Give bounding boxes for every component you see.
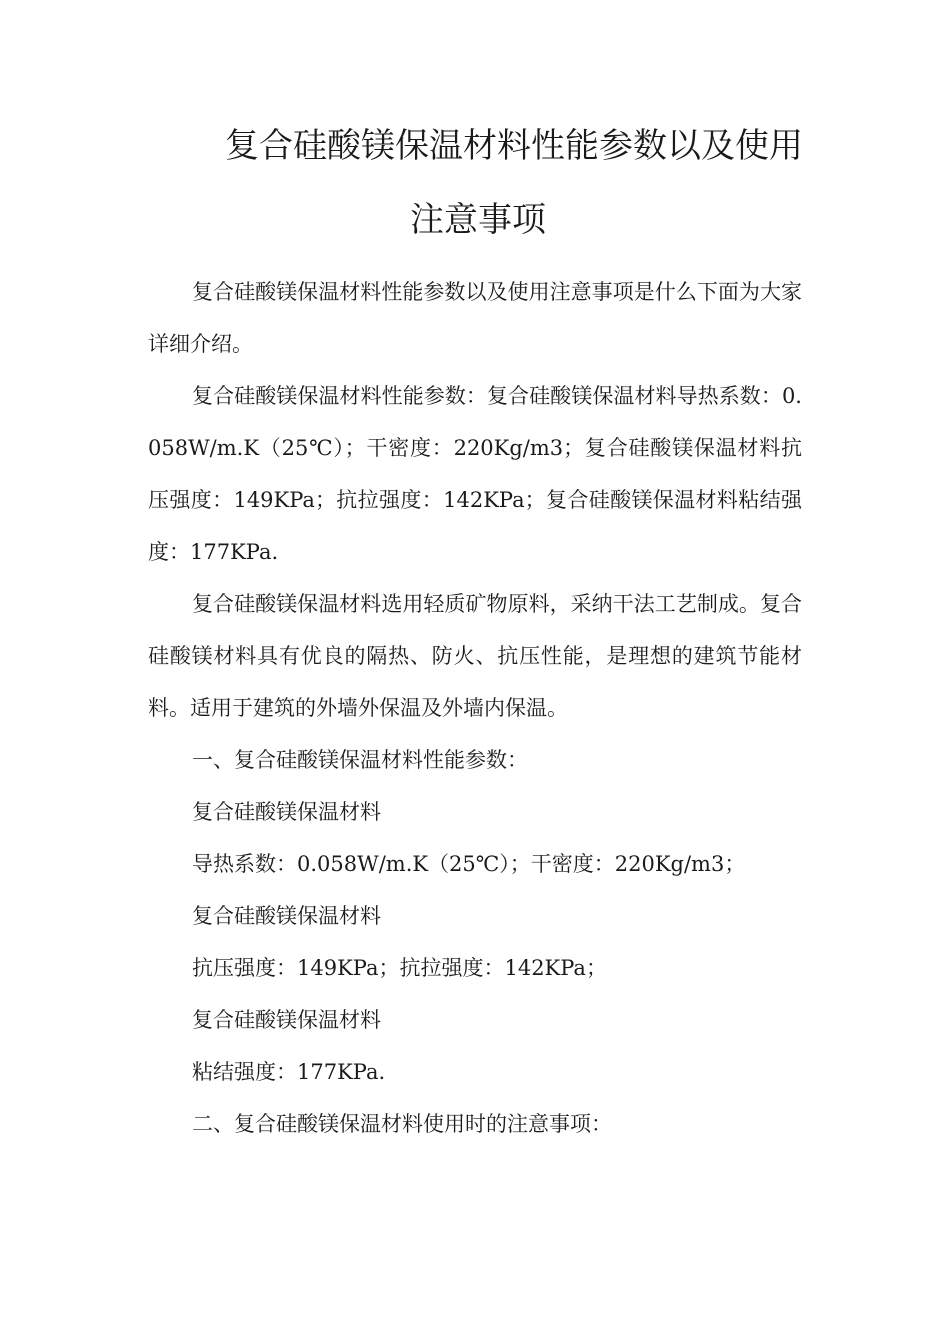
parameters-paragraph: 复合硅酸镁保温材料性能参数：复合硅酸镁保温材料导热系数：0.058W/m.K（25℃）；干密度：220Kg/m3；复合硅酸镁保温材料抗压强度：149KPa；抗拉强度：142KPa；复合硅酸镁保温材料粘结强度：177KPa. [148, 384, 802, 564]
section-1-line: 抗压强度：149KPa；抗拉强度：142KPa； [192, 956, 607, 980]
section-1-line: 导热系数：0.058W/m.K（25℃）；干密度：220Kg/m3； [192, 852, 746, 876]
intro-paragraph: 复合硅酸镁保温材料性能参数以及使用注意事项是什么下面为大家详细介绍。 [148, 280, 802, 356]
section-1-heading: 一、复合硅酸镁保温材料性能参数： [192, 748, 528, 772]
document-body [148, 266, 802, 1150]
description-paragraph: 复合硅酸镁保温材料选用轻质矿物原料，采纳干法工艺制成。复合硅酸镁材料具有优良的隔热、防火、抗压性能，是理想的建筑节能材料。适用于建筑的外墙外保温及外墙内保温。 [148, 592, 802, 720]
section-1-line: 粘结强度：177KPa. [192, 1060, 386, 1084]
document-title-line-1: 复合硅酸镁保温材料性能参数以及使用 [225, 126, 803, 166]
section-1-line: 复合硅酸镁保温材料 [192, 1008, 381, 1032]
section-1-line: 复合硅酸镁保温材料 [192, 800, 381, 824]
section-1-line: 复合硅酸镁保温材料 [192, 904, 381, 928]
section-2-heading: 二、复合硅酸镁保温材料使用时的注意事项： [192, 1112, 612, 1136]
document-title-line-2: 注意事项 [410, 200, 546, 240]
